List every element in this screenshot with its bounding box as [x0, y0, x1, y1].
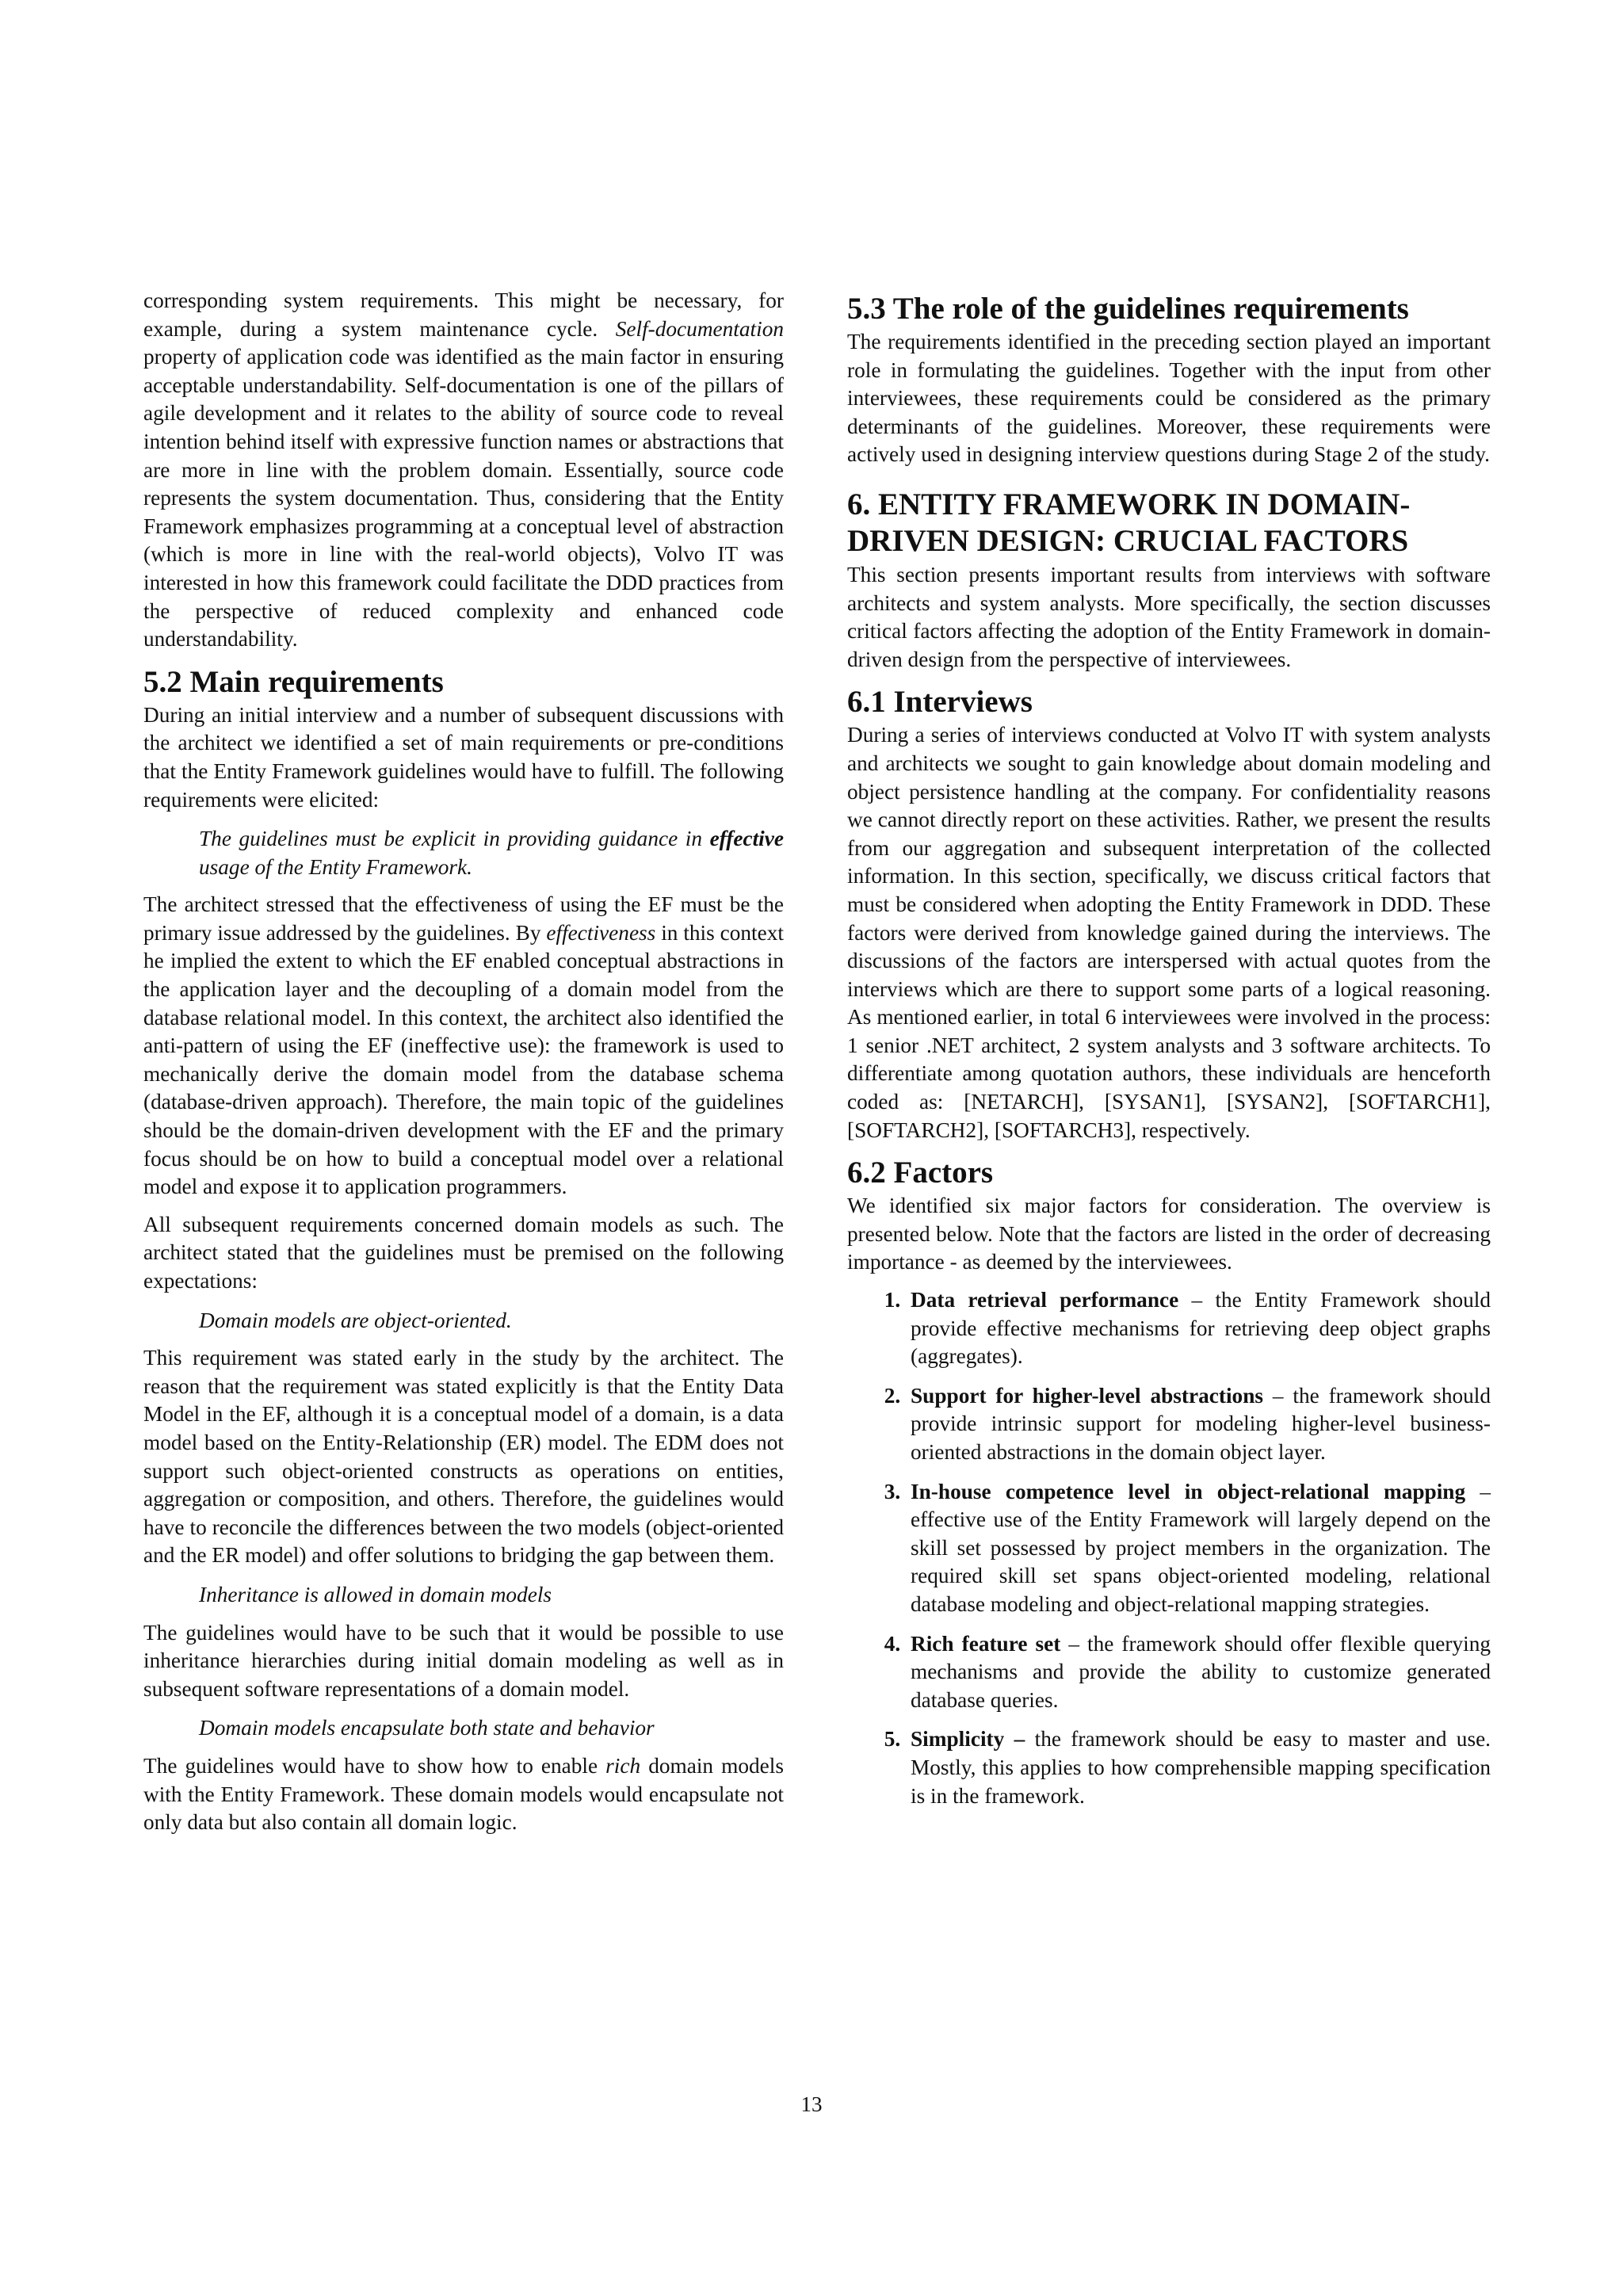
list-item: 2. Support for higher-level abstractions – the framework should provide intrinsic support for modeling higher-level business-oriented abstractions in the domain object layer. — [906, 1382, 1491, 1467]
paragraph-intro: corresponding system requirements. This might be necessary, for example, during a system maintenance cycle. Self-documentation property of application code was identified as the main factor in ensuring acceptable understandability. Self-documentation is one of the pillars of agile development and it relates to the ability of source code to reveal intention behind itself with expressive function names or abstractions that are more in line with the problem domain. Essentially, source code represents the system documentation. Thus, considering that the Entity Framework emphasizes programming at a conceptual level of abstraction (which is more in line with the real-world objects), Volvo IT was interested in how this framework could facilitate the DDD practices from the perspective of reduced complexity and enhanced code understandability. — [143, 288, 784, 651]
paragraph-inheritance: The guidelines would have to be such that it would be possible to use inheritance hierarchies during initial domain modeling as well as in subsequent software representations of a domain model. — [143, 1620, 784, 1701]
section-heading-5-2: 5.2 Main requirements — [143, 664, 444, 699]
paragraph-object-oriented: This requirement was stated early in the study by the architect. The reason that the requirement was stated explicitly is that the Entity Data Model in the EF, although it is a conceptual model of a domain, is a data model based on the Entity-Relationship (ER) model. The EDM does not support such object-oriented constructs as operations on entities, aggregation or composition, and others. Therefore, the guidelines would have to reconcile the differences between the two models (object-oriented and the ER model) and offer solutions to bridging the gap between them. — [143, 1346, 784, 1568]
paragraph-main-requirements: During an initial interview and a number of subsequent discussions with the architect we identified a set of main requirements or pre-conditions that the Entity Framework guidelines would have to fulfill. The following requirements were elicited: — [143, 702, 784, 812]
factors-list — [847, 1286, 1491, 1810]
paragraph-role: The requirements identified in the preceding section played an important role in formulating the guidelines. Together with the input from other interviewees, these requirements could be considered as the primary determinants of the guidelines. Moreover, these requirements were actively used in designing interview questions during Stage 2 of the study. — [847, 330, 1491, 467]
list-item: 4. Rich feature set – the framework should offer flexible querying mechanisms and provide the ability to customize generated database queries. — [906, 1630, 1491, 1715]
section-heading-6-2: 6.2 Factors — [847, 1156, 994, 1190]
paragraph-rich-models: The guidelines would have to show how to enable rich domain models with the Entity Framework. These domain models would encapsulate not only data but also contain all domain logic. — [143, 1753, 784, 1835]
paragraph-interviews: During a series of interviews conducted at Volvo IT with system analysts and architects we sought to gain knowledge about domain modeling and object persistence handling at the company. For confidentiality reasons we cannot directly report on these activities. Rather, we present the results from our aggregation and subsequent interpretation of the collected information. In this section, specifically, we discuss critical factors that must be considered when adopting the Entity Framework in DDD. These factors were derived from knowledge gained during the interviews. The discussions of the factors are interspersed with actual quotes from the interviews which are there to support some parts of a logical reasoning. As mentioned earlier, in total 6 interviewees were involved in the process: 1 senior .NET architect, 2 system analysts and 3 software architects. To differentiate among quotation authors, these individuals are henceforth coded as: [NETARCH], [SYSAN1], [SYSAN2], [SOFTARCH1], [SOFTARCH2], [SOFTARCH3], respectively. — [847, 723, 1491, 1142]
list-item: 3. In-house competence level in object-relational mapping – effective use of the Entity Framework will largely depend on the skill set possessed by project members in the organization. The required skill set spans object-oriented modeling, relational database modeling and object-relational mapping strategies. — [906, 1478, 1491, 1619]
right-column — [847, 287, 1491, 1821]
requirement-quote-4: Domain models encapsulate both state and behavior — [199, 1716, 655, 1740]
italic-term: Self-documentation — [615, 316, 784, 341]
section-heading-6-1: 6.1 Interviews — [847, 685, 1033, 720]
section-heading-6: 6. ENTITY FRAMEWORK IN DOMAIN-DRIVEN DESIGN: CRUCIAL FACTORS — [847, 487, 1411, 558]
requirement-quote-2: Domain models are object-oriented. — [199, 1308, 512, 1332]
requirement-quote-3: Inheritance is allowed in domain models — [199, 1582, 552, 1606]
paragraph-subsequent: All subsequent requirements concerned domain models as such. The architect stated that the guidelines must be premised on the following expectations: — [143, 1212, 784, 1293]
paragraph-factors: We identified six major factors for consideration. The overview is presented below. Note that the factors are listed in the order of decreasing importance - as deemed by the interviewees. — [847, 1194, 1491, 1274]
left-column — [143, 287, 784, 1847]
paragraph-architect: The architect stressed that the effectiveness of using the EF must be the primary issue addressed by the guidelines. By effectiveness in this context he implied the extent to which the EF enabled conceptual abstractions in the application layer and the decoupling of a domain model from the database relational model. In this context, the architect also identified the anti-pattern of using the EF (ineffective use): the framework is used to mechanically derive the domain model from the database schema (database-driven approach). Therefore, the main topic of the guidelines should be the domain-driven development with the EF and the primary focus should be on how to build a conceptual model over a relational model and expose it to application programmers. — [143, 892, 784, 1199]
list-item: 5. Simplicity – the framework should be easy to master and use. Mostly, this applies to how comprehensible mapping specification is in the framework. — [906, 1725, 1491, 1810]
list-item: 1. Data retrieval performance – the Entity Framework should provide effective mechanisms for retrieving deep object graphs (aggregates). — [906, 1286, 1491, 1371]
page-number: 13 — [800, 2092, 823, 2116]
section-heading-5-3: 5.3 The role of the guidelines requirements — [847, 292, 1409, 326]
requirement-quote-1: The guidelines must be explicit in providing guidance in effective usage of the Entity Framework. — [199, 827, 784, 879]
paragraph-section-6: This section presents important results from interviews with software architects and system analysts. More specifically, the section discusses critical factors affecting the adoption of the Entity Framework in domain-driven design from the perspective of interviewees. — [847, 562, 1491, 671]
